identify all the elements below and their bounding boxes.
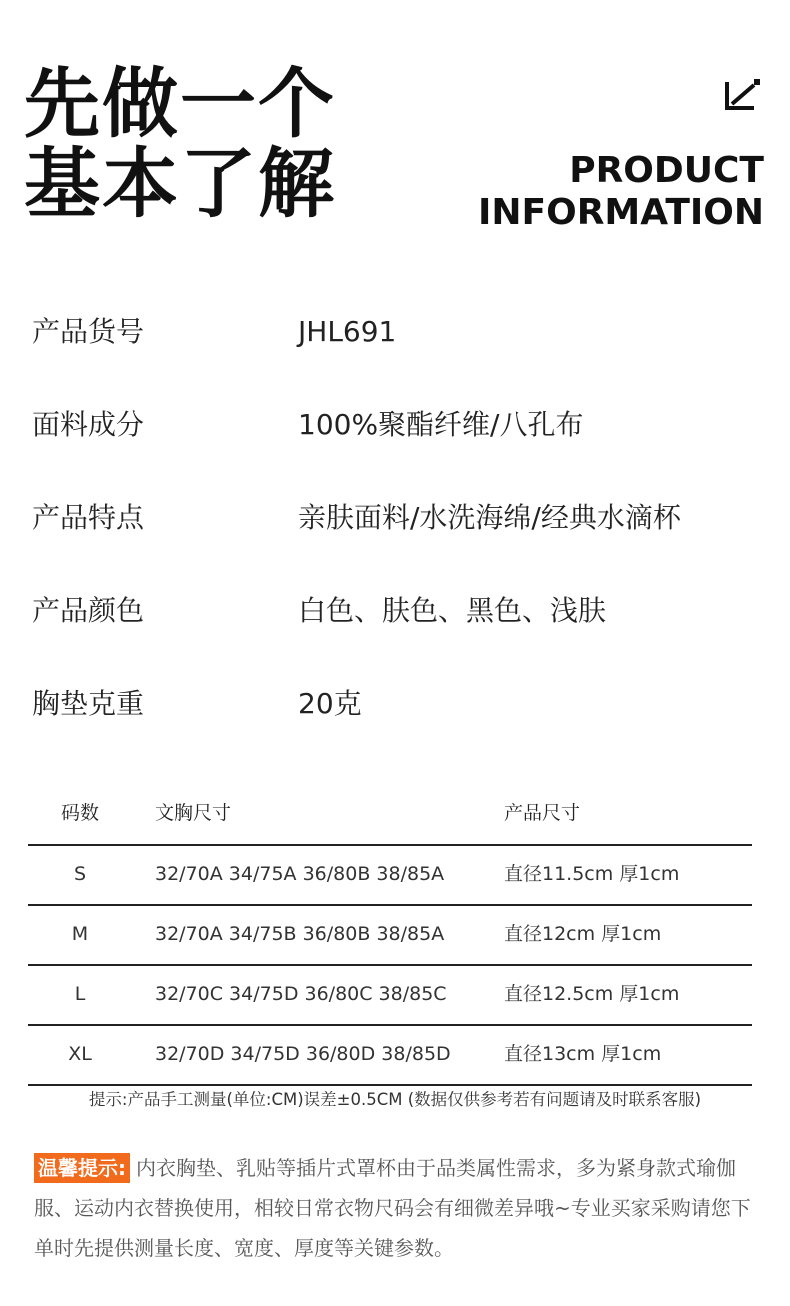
tips-badge: 温馨提示: (34, 1153, 130, 1183)
bra-size-cell: 32/70A 34/75B 36/80B 38/85A (155, 923, 445, 945)
spec-label: 面料成分 (32, 408, 145, 441)
spec-label: 胸垫克重 (32, 687, 145, 720)
product-size-cell: 直径11.5cm 厚1cm (504, 863, 680, 885)
header-size: 码数 (60, 802, 99, 824)
product-size-cell: 直径12cm 厚1cm (504, 923, 662, 945)
product-size-cell: 直径12.5cm 厚1cm (504, 983, 680, 1005)
spec-list (32, 302, 772, 767)
spec-value: JHL691 (298, 315, 397, 348)
measurement-note: 提示:产品手工测量(单位:CM)误差±0.5CM (数据仅供参考若有问题请及时联系客服) (88, 1090, 702, 1109)
spec-label: 产品货号 (32, 315, 145, 348)
hero-title-line2: 基本了解 (24, 139, 336, 228)
bra-size-cell: 32/70D 34/75D 36/80D 38/85D (155, 1043, 451, 1065)
hero-title (24, 59, 336, 228)
spec-label: 产品特点 (32, 501, 145, 534)
size-cell: M (71, 923, 89, 945)
hero-title-line1: 先做一个 (24, 59, 336, 148)
english-title-line2: INFORMATION (477, 192, 764, 233)
size-cell: S (73, 863, 87, 885)
size-cell: L (74, 983, 86, 1005)
table-row (28, 964, 752, 1024)
spec-value: 白色、肤色、黑色、浅肤 (298, 594, 607, 627)
spec-row-features (32, 488, 772, 581)
spec-value: 100%聚酯纤维/八孔布 (298, 408, 584, 441)
table-row (28, 904, 752, 964)
bra-size-cell: 32/70A 34/75A 36/80B 38/85A (155, 863, 445, 885)
spec-row-item-number (32, 302, 772, 395)
spec-row-colors (32, 581, 772, 674)
size-table-header (28, 786, 752, 844)
english-title (478, 150, 764, 234)
spec-row-weight (32, 674, 772, 767)
tips-text: 内衣胸垫、乳贴等插片式罩杯由于品类属性需求，多为紧身款式瑜伽服、运动内衣替换使用，相较日常衣物尺码会有细微差异哦~专业买家采购请您下单时先提供测量长度、宽度、厚度等关键参数。 (34, 1156, 751, 1260)
warm-tips (34, 1148, 756, 1268)
bra-size-cell: 32/70C 34/75D 36/80C 38/85C (155, 983, 447, 1005)
product-size-cell: 直径13cm 厚1cm (504, 1043, 662, 1065)
size-table (28, 786, 752, 1086)
header-product-size: 产品尺寸 (504, 802, 581, 824)
spec-row-fabric (32, 395, 772, 488)
arrow-down-left-icon (724, 76, 764, 116)
spec-value: 20克 (298, 687, 362, 720)
table-row (28, 1024, 752, 1086)
size-cell: XL (68, 1043, 92, 1065)
header-bra-size: 文胸尺寸 (155, 802, 232, 824)
table-row (28, 844, 752, 904)
english-title-line1: PRODUCT (569, 150, 764, 191)
spec-label: 产品颜色 (32, 594, 145, 627)
spec-value: 亲肤面料/水洗海绵/经典水滴杯 (298, 501, 681, 534)
